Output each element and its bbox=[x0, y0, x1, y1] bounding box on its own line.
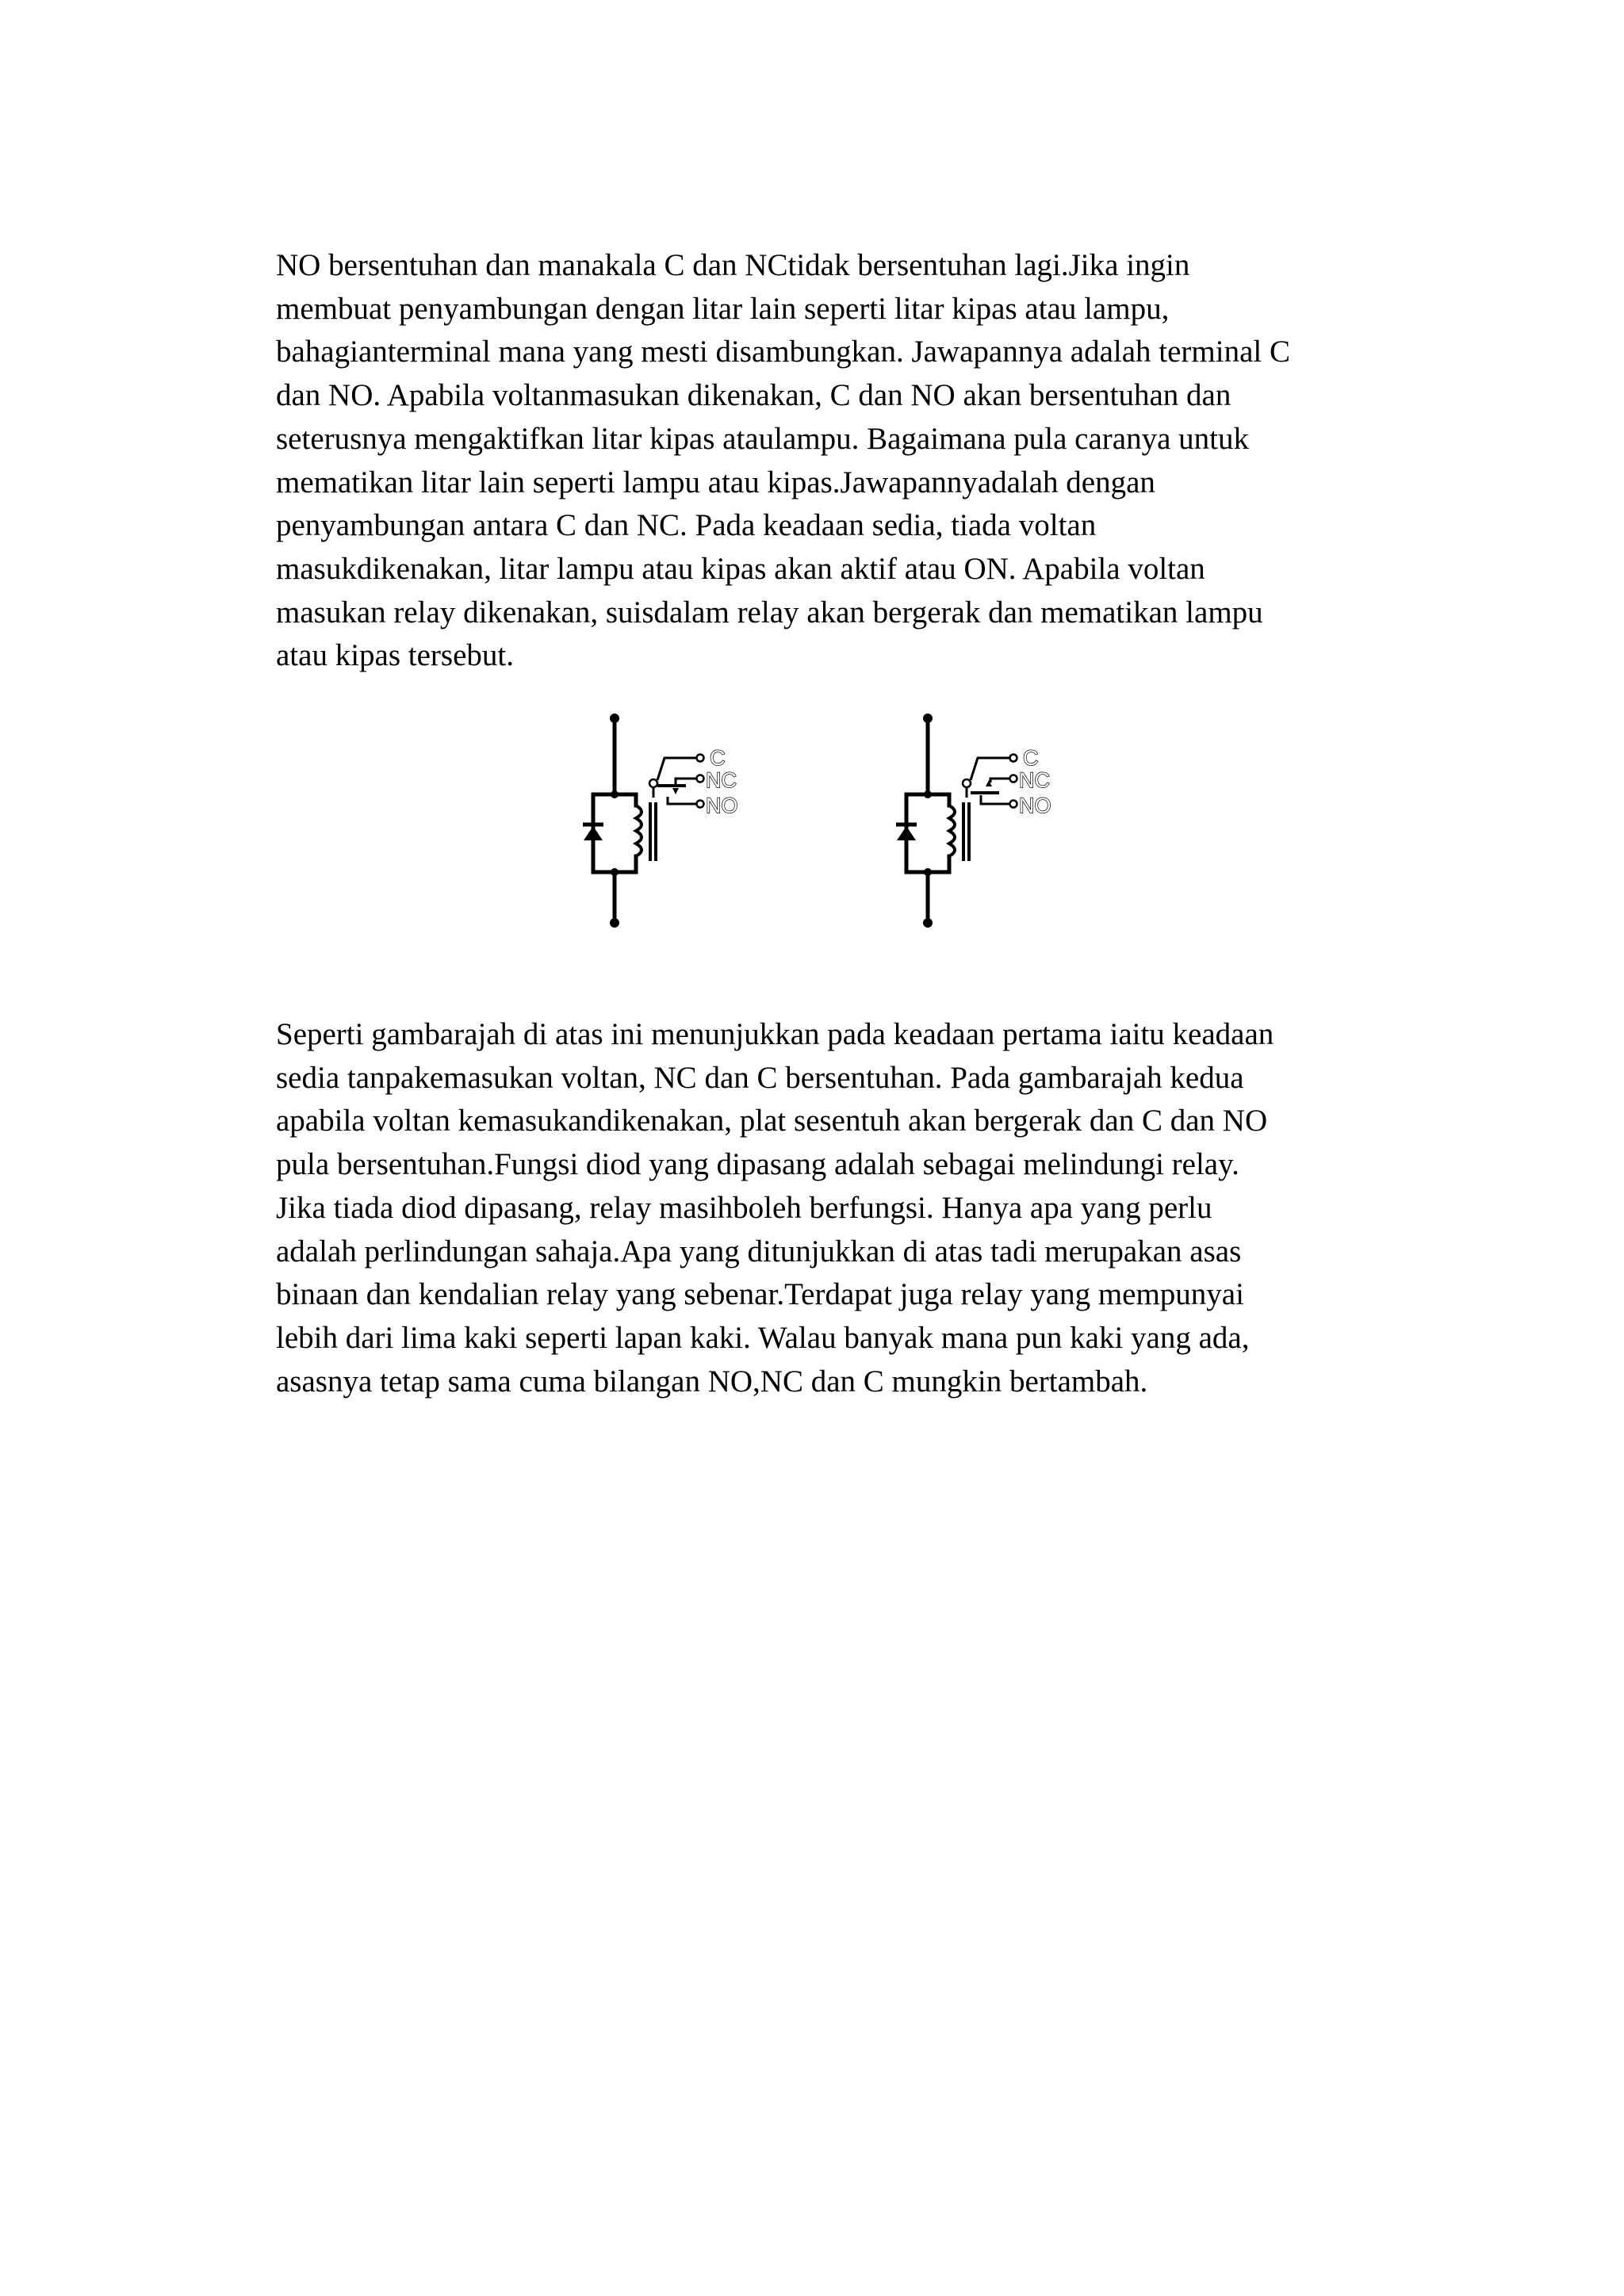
text-line: masukan relay dikenakan, suisdalam relay akan bergerak dan mematikan lampu bbox=[276, 595, 1263, 629]
label-no: NO bbox=[1019, 794, 1051, 817]
paragraph-relay-explanation bbox=[276, 1013, 1274, 1403]
relay-diagram-figure bbox=[579, 706, 1086, 943]
relay-schematic-energised bbox=[892, 706, 1098, 943]
coil-icon bbox=[636, 806, 642, 856]
diode-icon bbox=[584, 826, 603, 840]
terminal-c bbox=[1010, 755, 1017, 762]
arrow-icon bbox=[672, 788, 679, 794]
text-line: bahagianterminal mana yang mesti disambungkan. Jawapannya adalah terminal C bbox=[276, 335, 1291, 369]
junction-dot-bottom bbox=[923, 918, 933, 928]
text-line: membuat penyambungan dengan litar lain seperti litar kipas atau lampu, bbox=[276, 291, 1170, 326]
junction-dot-top bbox=[610, 714, 619, 723]
junction-dot-bottom bbox=[610, 918, 619, 928]
terminal-c bbox=[697, 755, 704, 762]
text-line: binaan dan kendalian relay yang sebenar.Terdapat juga relay yang mempunyai bbox=[276, 1277, 1244, 1312]
text-line: atau kipas tersebut. bbox=[276, 638, 514, 673]
relay-schematic-rest bbox=[579, 706, 785, 943]
common-contact-terminal bbox=[963, 779, 971, 787]
nc-wire bbox=[676, 779, 696, 785]
text-line: dan NO. Apabila voltanmasukan dikenakan, C dan NO akan bersentuhan dan bbox=[276, 378, 1231, 413]
no-wire bbox=[668, 797, 696, 804]
label-c: C bbox=[710, 746, 726, 770]
junction-dot-top bbox=[923, 714, 933, 723]
text-line: sedia tanpakemasukan voltan, NC dan C bersentuhan. Pada gambarajah kedua bbox=[276, 1060, 1244, 1095]
relay-diagram-rest bbox=[579, 706, 785, 943]
text-line: penyambungan antara C dan NC. Pada keadaan sedia, tiada voltan bbox=[276, 508, 1097, 543]
terminal-nc bbox=[697, 775, 704, 783]
label-nc: NC bbox=[1019, 768, 1050, 792]
text-line: Jika tiada diod dipasang, relay masihboleh berfungsi. Hanya apa yang perlu bbox=[276, 1190, 1212, 1225]
text-line: apabila voltan kemasukandikenakan, plat sesentuh akan bergerak dan C dan NO bbox=[276, 1104, 1268, 1138]
text-line: lebih dari lima kaki seperti lapan kaki. Walau banyak mana pun kaki yang ada, bbox=[276, 1320, 1250, 1355]
text-line: mematikan litar lain seperti lampu atau kipas.Jawapannyadalah dengan bbox=[276, 465, 1155, 499]
common-wire bbox=[971, 758, 1009, 780]
terminal-no bbox=[1010, 801, 1017, 808]
label-no: NO bbox=[706, 794, 738, 817]
junction-dot bbox=[611, 790, 619, 798]
paragraph-relay-connection bbox=[276, 244, 1290, 678]
junction-dot bbox=[611, 868, 619, 876]
terminal-nc bbox=[1010, 775, 1017, 783]
text-line: Seperti gambarajah di atas ini menunjukkan pada keadaan pertama iaitu keadaan bbox=[276, 1017, 1274, 1051]
common-contact-terminal bbox=[649, 779, 657, 787]
junction-dot bbox=[924, 868, 932, 876]
label-nc: NC bbox=[706, 768, 737, 792]
terminal-no bbox=[697, 801, 704, 808]
common-wire bbox=[657, 758, 696, 780]
text-line: seterusnya mengaktifkan litar kipas ataulampu. Bagaimana pula caranya untuk bbox=[276, 421, 1249, 456]
relay-diagram-energised bbox=[892, 706, 1098, 943]
text-line: adalah perlindungan sahaja.Apa yang ditunjukkan di atas tadi merupakan asas bbox=[276, 1234, 1242, 1269]
diode-icon bbox=[897, 826, 916, 840]
no-wire bbox=[981, 795, 1009, 804]
label-c: C bbox=[1023, 746, 1039, 770]
coil-icon bbox=[949, 806, 955, 856]
junction-dot bbox=[924, 790, 932, 798]
text-line: NO bersentuhan dan manakala C dan NCtidak bersentuhan lagi.Jika ingin bbox=[276, 248, 1190, 282]
text-line: masukdikenakan, litar lampu atau kipas akan aktif atau ON. Apabila voltan bbox=[276, 551, 1205, 586]
nc-wire bbox=[990, 779, 1009, 783]
text-line: pula bersentuhan.Fungsi diod yang dipasang adalah sebagai melindungi relay. bbox=[276, 1147, 1239, 1182]
text-line: asasnya tetap sama cuma bilangan NO,NC dan C mungkin bertambah. bbox=[276, 1364, 1148, 1399]
